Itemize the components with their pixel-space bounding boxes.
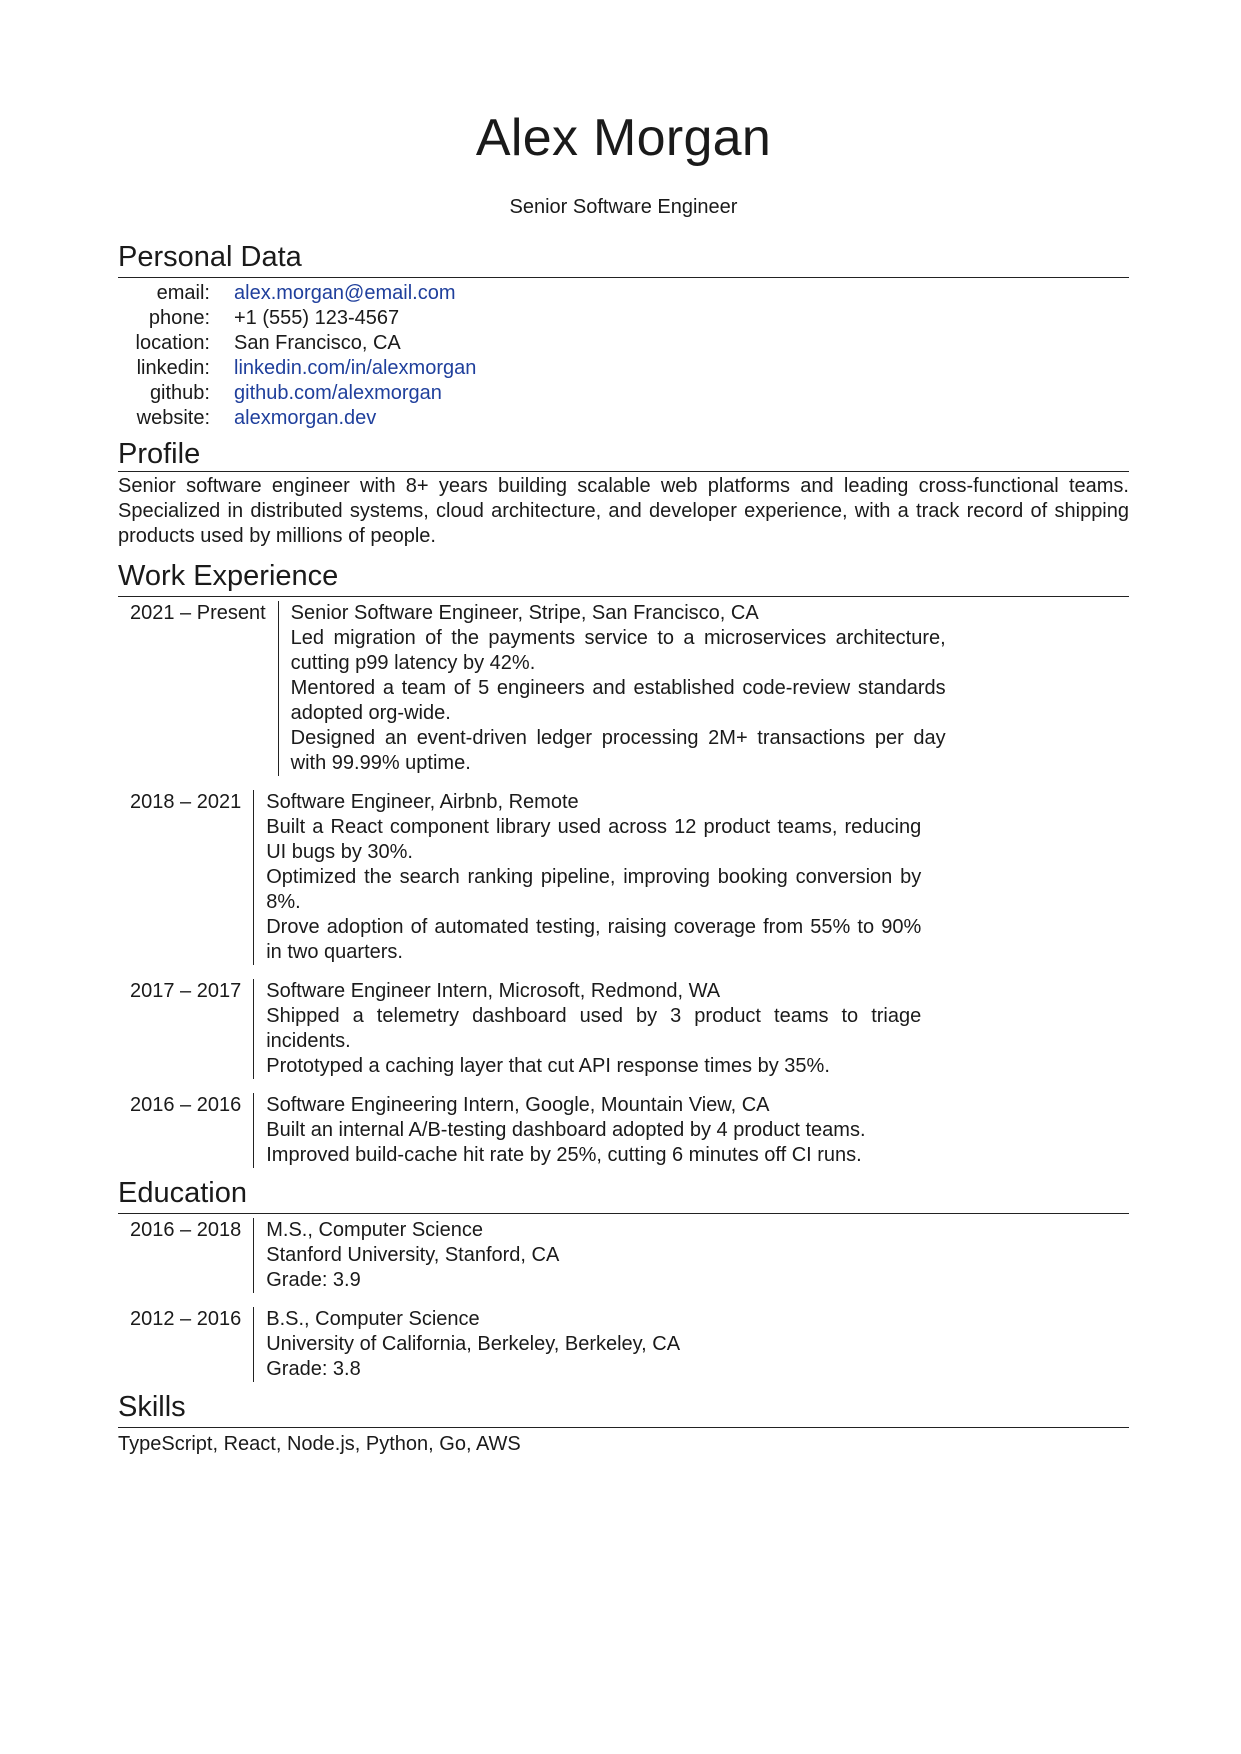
- phone-value: +1 (555) 123-4567: [234, 307, 400, 329]
- personal-key: github:: [149, 382, 210, 404]
- work-heading: Work Experience: [118, 559, 1129, 597]
- personal-key: email:: [156, 282, 210, 304]
- skills-text: TypeScript, React, Node.js, Python, Go, AWS: [118, 1433, 521, 1455]
- github-link[interactable]: github.com/alexmorgan: [234, 382, 442, 404]
- personal-key: phone:: [148, 307, 210, 329]
- education-body: [253, 1307, 921, 1382]
- resume-page: [118, 0, 1129, 1457]
- profile-heading: Profile: [118, 438, 201, 470]
- work-entry: [118, 979, 1129, 1079]
- work-bullet: Led migration of the payments service to a microservices architecture, cutting p99 latency by 42%.: [290, 627, 946, 674]
- education-school: University of California, Berkeley, Berkeley, CA: [266, 1333, 681, 1355]
- personal-key: linkedin:: [136, 357, 210, 379]
- personal-key: website:: [136, 407, 210, 429]
- education-entry: [118, 1307, 1129, 1382]
- work-dates: 2017 – 2017: [130, 980, 242, 1002]
- education-dates: 2012 – 2016: [130, 1308, 242, 1330]
- education-degree: M.S., Computer Science: [266, 1219, 483, 1241]
- education-section: [118, 1176, 1129, 1382]
- work-bullet: Improved build-cache hit rate by 25%, cutting 6 minutes off CI runs.: [266, 1144, 862, 1166]
- education-dates: 2016 – 2018: [130, 1219, 242, 1241]
- work-heading-line: Software Engineering Intern, Google, Mountain View, CA: [266, 1094, 770, 1116]
- work-entry: [118, 790, 1129, 965]
- work-section: [118, 559, 1129, 1168]
- work-bullet: Built a React component library used across 12 product teams, reducing UI bugs by 30%.: [266, 816, 922, 863]
- linkedin-link[interactable]: linkedin.com/in/alexmorgan: [234, 357, 477, 379]
- personal-data-heading: Personal Data: [118, 240, 1129, 278]
- website-link[interactable]: alexmorgan.dev: [234, 407, 377, 429]
- profile-section: [118, 437, 1129, 549]
- candidate-name: Alex Morgan: [475, 109, 772, 167]
- personal-data-section: [118, 240, 1129, 431]
- work-bullet: Mentored a team of 5 engineers and established code-review standards adopted org-wide.: [290, 677, 946, 724]
- education-heading: Education: [118, 1176, 1129, 1214]
- work-bullet: Prototyped a caching layer that cut API response times by 35%.: [266, 1055, 830, 1077]
- work-body: [253, 1093, 921, 1168]
- personal-row-linkedin: [118, 356, 1129, 381]
- profile-text: Senior software engineer with 8+ years building scalable web platforms and leading cross-functional teams. Specialized in distributed systems, cloud architecture, and developer experience, with a track record of shipping products used by millions of people.: [118, 475, 1129, 547]
- work-heading-line: Senior Software Engineer, Stripe, San Francisco, CA: [290, 602, 759, 624]
- candidate-title: Senior Software Engineer: [509, 196, 738, 218]
- education-degree: B.S., Computer Science: [266, 1308, 480, 1330]
- work-dates: 2016 – 2016: [130, 1094, 242, 1116]
- work-body: [253, 790, 921, 965]
- work-bullet: Drove adoption of automated testing, raising coverage from 55% to 90% in two quarters.: [266, 916, 922, 963]
- work-entry: [118, 601, 1129, 776]
- work-heading-line: Software Engineer Intern, Microsoft, Redmond, WA: [266, 980, 721, 1002]
- personal-data-list: [118, 281, 1129, 431]
- work-dates: 2018 – 2021: [130, 791, 242, 813]
- email-link[interactable]: alex.morgan@email.com: [234, 282, 456, 304]
- skills-heading: Skills: [118, 1390, 1129, 1428]
- education-school: Stanford University, Stanford, CA: [266, 1244, 560, 1266]
- work-dates: 2021 – Present: [130, 602, 266, 624]
- work-entry: [118, 1093, 1129, 1168]
- work-bullet: Shipped a telemetry dashboard used by 3 product teams to triage incidents.: [266, 1005, 922, 1052]
- personal-row-location: [118, 331, 1129, 356]
- work-heading-line: Software Engineer, Airbnb, Remote: [266, 791, 579, 813]
- work-bullet: Optimized the search ranking pipeline, improving booking conversion by 8%.: [266, 866, 922, 913]
- personal-row-email: [118, 281, 1129, 306]
- education-entry: [118, 1218, 1129, 1293]
- education-grade: Grade: 3.8: [266, 1358, 361, 1380]
- location-value: San Francisco, CA: [234, 332, 401, 354]
- skills-section: [118, 1390, 1129, 1457]
- work-body: [278, 601, 946, 776]
- personal-row-website: [118, 406, 1129, 431]
- personal-row-phone: [118, 306, 1129, 331]
- personal-key: location:: [135, 332, 210, 354]
- education-grade: Grade: 3.9: [266, 1269, 361, 1291]
- education-body: [253, 1218, 921, 1293]
- personal-row-github: [118, 381, 1129, 406]
- work-bullet: Built an internal A/B-testing dashboard adopted by 4 product teams.: [266, 1119, 866, 1141]
- work-body: [253, 979, 921, 1079]
- work-bullet: Designed an event-driven ledger processing 2M+ transactions per day with 99.99% uptime.: [290, 727, 946, 774]
